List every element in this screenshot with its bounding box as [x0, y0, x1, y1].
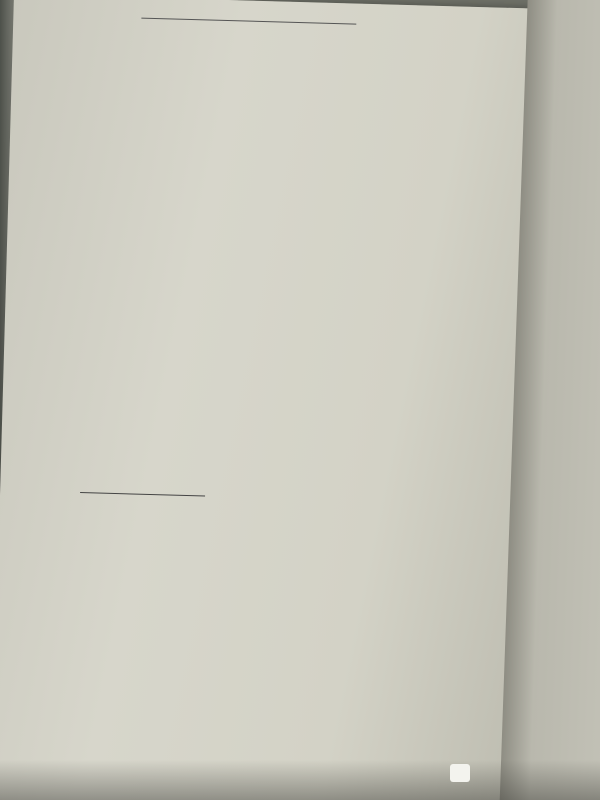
header-rule	[141, 18, 356, 25]
body-text-top	[109, 31, 514, 42]
body-text-bottom	[84, 552, 514, 564]
chapter-rule	[80, 492, 205, 496]
watermark	[450, 764, 474, 782]
watermark-logo-icon	[450, 764, 470, 782]
right-page-text	[537, 20, 600, 25]
bottom-shadow	[0, 760, 600, 800]
